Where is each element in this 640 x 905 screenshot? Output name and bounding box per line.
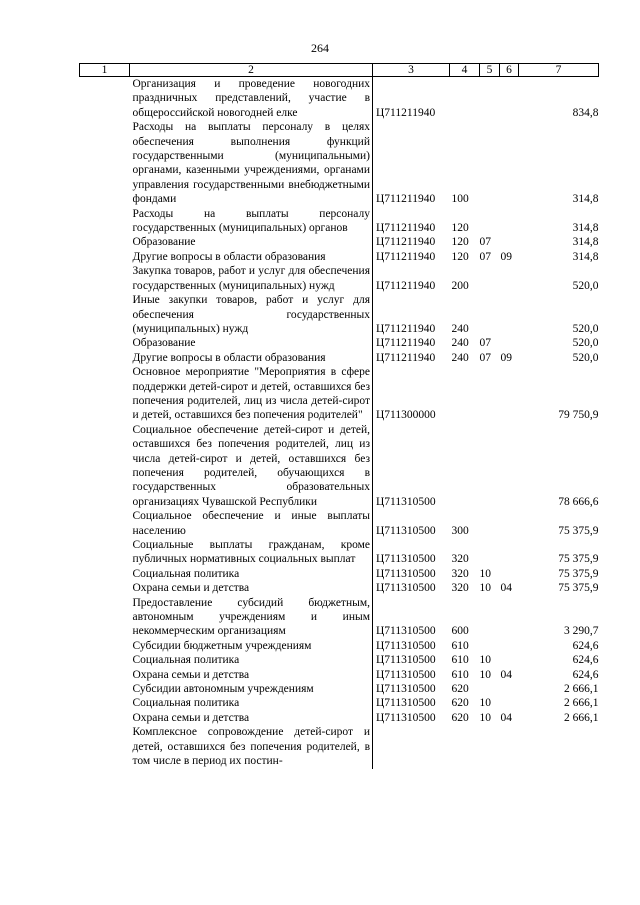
cell-subsection: 04	[500, 582, 512, 595]
cell-target-code: Ц711310500	[376, 524, 436, 537]
cell-name: Образование	[130, 235, 373, 249]
cell-expense-type: 120	[451, 250, 469, 263]
cell-amount: 624,6	[572, 639, 599, 652]
table-row	[80, 596, 599, 639]
cell-expense-type: 620	[451, 683, 469, 696]
cell-section	[480, 509, 500, 538]
cell-name: Другие вопросы в области образования	[130, 351, 373, 365]
header-col-1: 1	[80, 64, 130, 77]
cell-expense-type: 240	[451, 337, 469, 350]
cell-section	[480, 264, 500, 293]
budget-table	[79, 63, 599, 769]
cell-name: Закупка товаров, работ и услуг для обеспечения государственных (муниципальных) нужд	[130, 264, 373, 293]
cell-empty	[80, 538, 130, 567]
header-col-3: 3	[373, 64, 450, 77]
cell-subsection	[500, 596, 519, 639]
cell-target-code: Ц711310500	[376, 697, 436, 710]
cell-empty	[80, 336, 130, 350]
table-row	[80, 639, 599, 653]
cell-expense-type: 620	[451, 697, 469, 710]
cell-subsection	[500, 120, 519, 206]
cell-name: Предоставление субсидий бюджетным, автономным учреждениям и иным некоммерческим организациям	[130, 596, 373, 639]
table-row	[80, 682, 599, 696]
table-row	[80, 509, 599, 538]
cell-section: 10	[479, 697, 491, 710]
cell-subsection	[500, 725, 519, 768]
cell-subsection	[500, 77, 519, 121]
cell-section	[480, 538, 500, 567]
table-row	[80, 77, 599, 121]
cell-name: Социальные выплаты гражданам, кроме публичных нормативных социальных выплат	[130, 538, 373, 567]
cell-amount: 78 666,6	[558, 495, 599, 508]
cell-expense-type: 240	[451, 351, 469, 364]
cell-empty	[80, 351, 130, 365]
cell-name: Основное мероприятие "Мероприятия в сфере поддержки детей-сирот и детей, оставшихся без попечения родителей, лиц из числа детей-сирот и детей, оставшихся без попечения родителей"	[130, 365, 373, 423]
header-col-4: 4	[450, 64, 480, 77]
cell-amount: 624,6	[572, 654, 599, 667]
cell-subsection	[500, 509, 519, 538]
cell-name: Расходы на выплаты персоналу государственных (муниципальных) органов	[130, 207, 373, 236]
cell-name: Охрана семьи и детства	[130, 581, 373, 595]
cell-section: 10	[479, 711, 491, 724]
cell-amount: 2 666,1	[564, 711, 599, 724]
cell-target-code: Ц711310500	[376, 654, 436, 667]
cell-expense-type: 240	[451, 322, 469, 335]
cell-target-code: Ц711211940	[376, 337, 436, 350]
header-col-5: 5	[480, 64, 500, 77]
cell-empty	[80, 639, 130, 653]
cell-amount: 520,0	[572, 322, 599, 335]
cell-empty	[80, 293, 130, 336]
cell-target-code: Ц711310500	[376, 668, 436, 681]
cell-subsection	[500, 207, 519, 236]
cell-section	[480, 77, 500, 121]
cell-subsection	[500, 264, 519, 293]
cell-subsection	[500, 567, 519, 581]
cell-expense-type	[450, 423, 480, 509]
table-row	[80, 207, 599, 236]
table-header-row	[80, 64, 599, 77]
cell-subsection	[500, 538, 519, 567]
cell-amount: 624,6	[572, 668, 599, 681]
cell-target-code: Ц711300000	[376, 409, 436, 422]
page-number: 264	[311, 41, 329, 55]
cell-target-code: Ц711211940	[376, 250, 436, 263]
cell-target-code: Ц711211940	[376, 193, 436, 206]
cell-amount: 75 375,9	[558, 553, 599, 566]
cell-amount: 75 375,9	[558, 582, 599, 595]
cell-section: 07	[479, 351, 491, 364]
cell-empty	[80, 711, 130, 725]
cell-expense-type: 120	[451, 222, 469, 235]
cell-subsection: 09	[500, 351, 512, 364]
table-row	[80, 668, 599, 682]
cell-target-code: Ц711310500	[376, 567, 436, 580]
cell-expense-type: 320	[451, 553, 469, 566]
cell-subsection	[500, 365, 519, 423]
cell-subsection	[500, 336, 519, 350]
cell-subsection: 09	[500, 250, 512, 263]
cell-expense-type	[450, 365, 480, 423]
cell-target-code: Ц711211940	[376, 351, 436, 364]
cell-target-code: Ц711310500	[376, 625, 436, 638]
cell-section: 07	[479, 337, 491, 350]
cell-name: Расходы на выплаты персоналу в целях обеспечения выполнения функций государственными (муниципальными) органами, казенными учреждениями, органами управления государственными внебюджетными фондами	[130, 120, 373, 206]
cell-amount: 520,0	[572, 279, 599, 292]
cell-amount: 314,8	[572, 193, 599, 206]
cell-expense-type: 120	[451, 236, 469, 249]
cell-amount: 834,8	[572, 106, 599, 119]
table-row	[80, 351, 599, 365]
cell-empty	[80, 682, 130, 696]
cell-amount: 314,8	[572, 222, 599, 235]
cell-subsection	[500, 653, 519, 667]
cell-target-code	[373, 725, 450, 768]
cell-empty	[80, 567, 130, 581]
table-row	[80, 423, 599, 509]
cell-empty	[80, 120, 130, 206]
table-row	[80, 235, 599, 249]
cell-empty	[80, 596, 130, 639]
cell-name: Социальное обеспечение и иные выплаты населению	[130, 509, 373, 538]
cell-subsection: 04	[500, 668, 512, 681]
cell-target-code: Ц711211940	[376, 322, 436, 335]
cell-target-code: Ц711310500	[376, 582, 436, 595]
cell-name: Охрана семьи и детства	[130, 668, 373, 682]
cell-section: 10	[479, 567, 491, 580]
cell-name: Комплексное сопровождение детей-сирот и детей, оставшихся без попечения родителей, в том числе в период их постин-	[130, 725, 373, 768]
cell-section	[480, 639, 500, 653]
cell-target-code: Ц711211940	[376, 279, 436, 292]
cell-section: 07	[479, 250, 491, 263]
cell-section	[480, 293, 500, 336]
cell-amount: 520,0	[572, 337, 599, 350]
cell-empty	[80, 207, 130, 236]
cell-expense-type: 320	[451, 567, 469, 580]
table-row	[80, 696, 599, 710]
cell-section	[480, 596, 500, 639]
cell-name: Социальная политика	[130, 696, 373, 710]
cell-name: Социальная политика	[130, 653, 373, 667]
table-row	[80, 725, 599, 768]
cell-target-code: Ц711310500	[376, 711, 436, 724]
cell-target-code: Ц711310500	[376, 639, 436, 652]
cell-target-code: Ц711310500	[376, 683, 436, 696]
cell-name: Другие вопросы в области образования	[130, 250, 373, 264]
cell-target-code: Ц711211940	[376, 236, 436, 249]
cell-target-code: Ц711310500	[376, 495, 436, 508]
cell-subsection	[500, 696, 519, 710]
cell-expense-type: 610	[451, 654, 469, 667]
cell-section: 10	[479, 654, 491, 667]
table-body	[80, 77, 599, 769]
cell-empty	[80, 653, 130, 667]
cell-amount: 2 666,1	[564, 697, 599, 710]
cell-empty	[80, 365, 130, 423]
table-row	[80, 538, 599, 567]
cell-amount: 75 375,9	[558, 567, 599, 580]
cell-target-code: Ц711211940	[376, 222, 436, 235]
cell-name: Социальное обеспечение детей-сирот и детей, оставшихся без попечения родителей, лиц из числа детей-сирот и детей, оставшихся без попечения родителей, обучающихся в государственных образовательных организациях Чувашской Республики	[130, 423, 373, 509]
cell-expense-type: 320	[451, 582, 469, 595]
cell-amount: 3 290,7	[564, 625, 599, 638]
cell-subsection	[500, 235, 519, 249]
cell-expense-type: 610	[451, 639, 469, 652]
table-row	[80, 711, 599, 725]
table-row	[80, 581, 599, 595]
cell-name: Иные закупки товаров, работ и услуг для обеспечения государственных (муниципальных) нужд	[130, 293, 373, 336]
table-row	[80, 250, 599, 264]
table-row	[80, 365, 599, 423]
cell-amount: 314,8	[572, 236, 599, 249]
cell-empty	[80, 725, 130, 768]
cell-subsection: 04	[500, 711, 512, 724]
table-row	[80, 293, 599, 336]
table-row	[80, 120, 599, 206]
cell-empty	[80, 423, 130, 509]
header-col-6: 6	[500, 64, 519, 77]
cell-section	[480, 120, 500, 206]
cell-subsection	[500, 293, 519, 336]
cell-empty	[80, 235, 130, 249]
cell-section	[480, 423, 500, 509]
cell-empty	[80, 581, 130, 595]
cell-section	[480, 725, 500, 768]
table-row	[80, 653, 599, 667]
cell-name: Охрана семьи и детства	[130, 711, 373, 725]
cell-empty	[80, 250, 130, 264]
cell-section: 07	[479, 236, 491, 249]
cell-empty	[80, 668, 130, 682]
cell-amount: 79 750,9	[558, 409, 599, 422]
cell-expense-type: 200	[451, 279, 469, 292]
cell-empty	[80, 264, 130, 293]
cell-target-code: Ц711310500	[376, 553, 436, 566]
cell-expense-type: 610	[451, 668, 469, 681]
cell-subsection	[500, 682, 519, 696]
cell-amount: 2 666,1	[564, 683, 599, 696]
table-row	[80, 336, 599, 350]
cell-amount	[519, 725, 599, 768]
cell-subsection	[500, 423, 519, 509]
cell-amount: 314,8	[572, 250, 599, 263]
cell-section: 10	[479, 582, 491, 595]
cell-empty	[80, 509, 130, 538]
cell-expense-type: 100	[451, 193, 469, 206]
cell-expense-type: 300	[451, 524, 469, 537]
header-col-2: 2	[130, 64, 373, 77]
cell-expense-type	[450, 77, 480, 121]
cell-empty	[80, 77, 130, 121]
table-row	[80, 567, 599, 581]
cell-expense-type: 600	[451, 625, 469, 638]
cell-empty	[80, 696, 130, 710]
cell-expense-type	[450, 725, 480, 768]
cell-section	[480, 365, 500, 423]
cell-name: Субсидии бюджетным учреждениям	[130, 639, 373, 653]
cell-section	[480, 207, 500, 236]
table-row	[80, 264, 599, 293]
cell-name: Образование	[130, 336, 373, 350]
cell-name: Социальная политика	[130, 567, 373, 581]
cell-expense-type: 620	[451, 711, 469, 724]
cell-section: 10	[479, 668, 491, 681]
cell-subsection	[500, 639, 519, 653]
cell-name: Субсидии автономным учреждениям	[130, 682, 373, 696]
cell-target-code: Ц711211940	[376, 106, 436, 119]
cell-section	[480, 682, 500, 696]
cell-name: Организация и проведение новогодних праздничных представлений, участие в общероссийской новогодней елке	[130, 77, 373, 121]
cell-amount: 75 375,9	[558, 524, 599, 537]
header-col-7: 7	[519, 64, 599, 77]
cell-amount: 520,0	[572, 351, 599, 364]
